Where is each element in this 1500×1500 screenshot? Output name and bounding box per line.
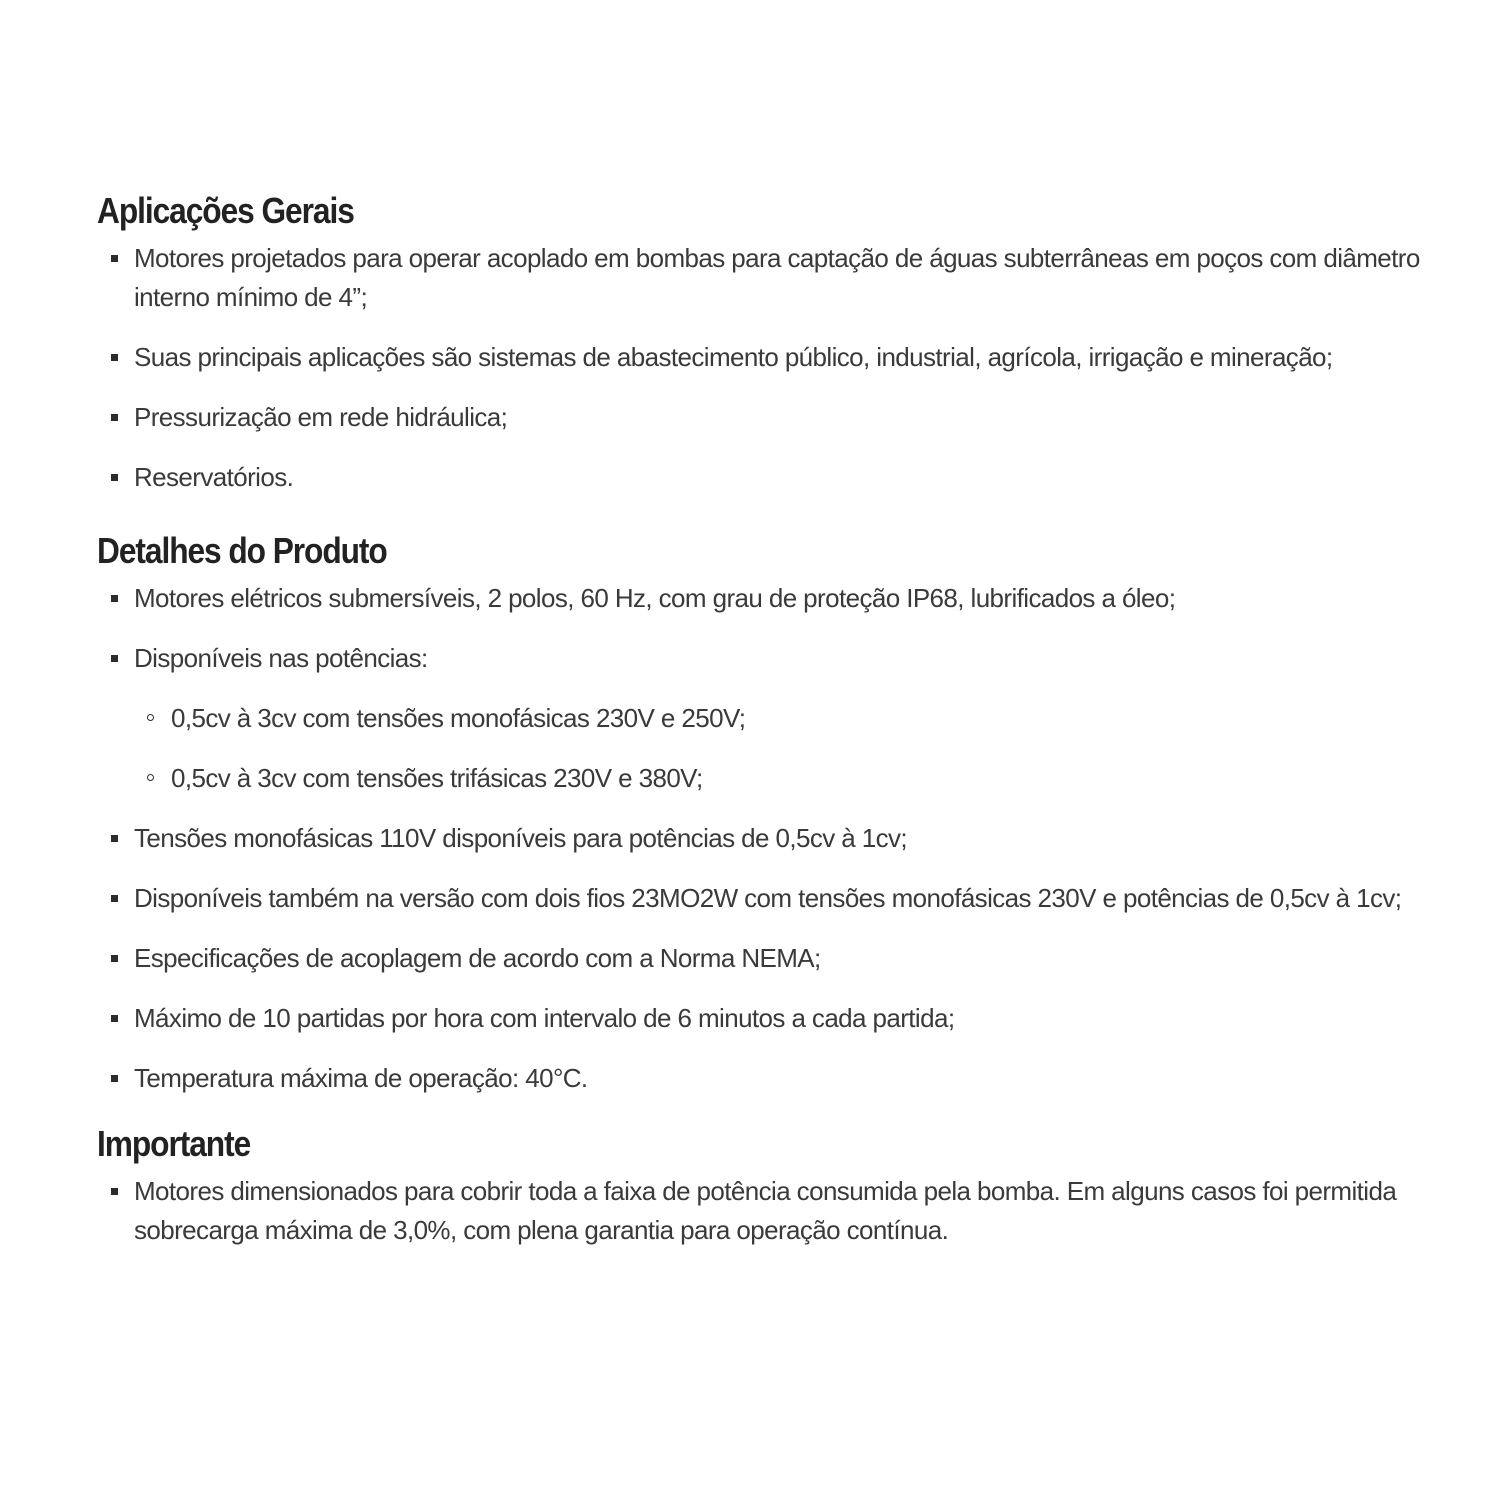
square-bullet-icon (111, 655, 118, 662)
square-bullet-icon (111, 414, 118, 421)
list-item (97, 939, 1437, 978)
square-bullet-icon (111, 1188, 118, 1195)
section-aplicacoes-gerais (97, 186, 1437, 497)
list-item (97, 999, 1437, 1038)
circle-bullet-icon (147, 774, 154, 781)
list-item-text: Pressurização em rede hidráulica; (134, 402, 508, 432)
sub-list-item-text: 0,5cv à 3cv com tensões trifásicas 230V e 380V; (171, 763, 703, 793)
list-item (97, 1059, 1437, 1098)
sub-list-item-text: 0,5cv à 3cv com tensões monofásicas 230V e 250V; (171, 703, 746, 733)
list-item-text: Motores elétricos submersíveis, 2 polos, 60 Hz, com grau de proteção IP68, lubrificados a óleo; (134, 583, 1176, 613)
section-importante (97, 1119, 1437, 1250)
list-item-text: Disponíveis nas potências: (134, 643, 428, 673)
circle-bullet-icon (147, 714, 154, 721)
square-bullet-icon (111, 955, 118, 962)
section-title: Aplicações Gerais (97, 190, 354, 231)
square-bullet-icon (111, 895, 118, 902)
list-item-text: Suas principais aplicações são sistemas de abastecimento público, industrial, agrícola, irrigação e mineração; (134, 342, 1333, 372)
list-item-text: Tensões monofásicas 110V disponíveis para potências de 0,5cv à 1cv; (134, 823, 908, 853)
list-item-text: Motores dimensionados para cobrir toda a faixa de potência consumida pela bomba. Em alguns casos foi permitida sobrecarga máxima de 3,0%, com plena garantia para operação contínua. (134, 1176, 1397, 1245)
document (97, 186, 1437, 1271)
list-item (97, 458, 1437, 497)
list-item-text: Temperatura máxima de operação: 40°C. (134, 1063, 588, 1093)
list-item (97, 338, 1437, 377)
square-bullet-icon (111, 354, 118, 361)
list-item (97, 639, 1437, 798)
square-bullet-icon (111, 595, 118, 602)
list-item (97, 398, 1437, 437)
bullet-list (97, 579, 1437, 1098)
sub-list-item (134, 759, 1437, 798)
list-item (97, 819, 1437, 858)
square-bullet-icon (111, 1015, 118, 1022)
sub-bullet-list (134, 699, 1437, 798)
bullet-list (97, 1172, 1437, 1250)
list-item-text: Máximo de 10 partidas por hora com intervalo de 6 minutos a cada partida; (134, 1003, 955, 1033)
square-bullet-icon (111, 1075, 118, 1082)
square-bullet-icon (111, 835, 118, 842)
section-title: Detalhes do Produto (97, 530, 387, 571)
list-item (97, 1172, 1437, 1250)
list-item (97, 579, 1437, 618)
list-item-text: Disponíveis também na versão com dois fios 23MO2W com tensões monofásicas 230V e potências de 0,5cv à 1cv; (134, 883, 1402, 913)
section-title: Importante (97, 1123, 251, 1164)
square-bullet-icon (111, 255, 118, 262)
list-item-text: Reservatórios. (134, 462, 294, 492)
bullet-list (97, 239, 1437, 497)
list-item (97, 879, 1437, 918)
sub-list-item (134, 699, 1437, 738)
list-item (97, 239, 1437, 317)
list-item-text: Motores projetados para operar acoplado em bombas para captação de águas subterrâneas em poços com diâmetro interno mínimo de 4”; (134, 243, 1420, 312)
square-bullet-icon (111, 474, 118, 481)
section-detalhes-do-produto (97, 526, 1437, 1098)
list-item-text: Especificações de acoplagem de acordo com a Norma NEMA; (134, 943, 821, 973)
